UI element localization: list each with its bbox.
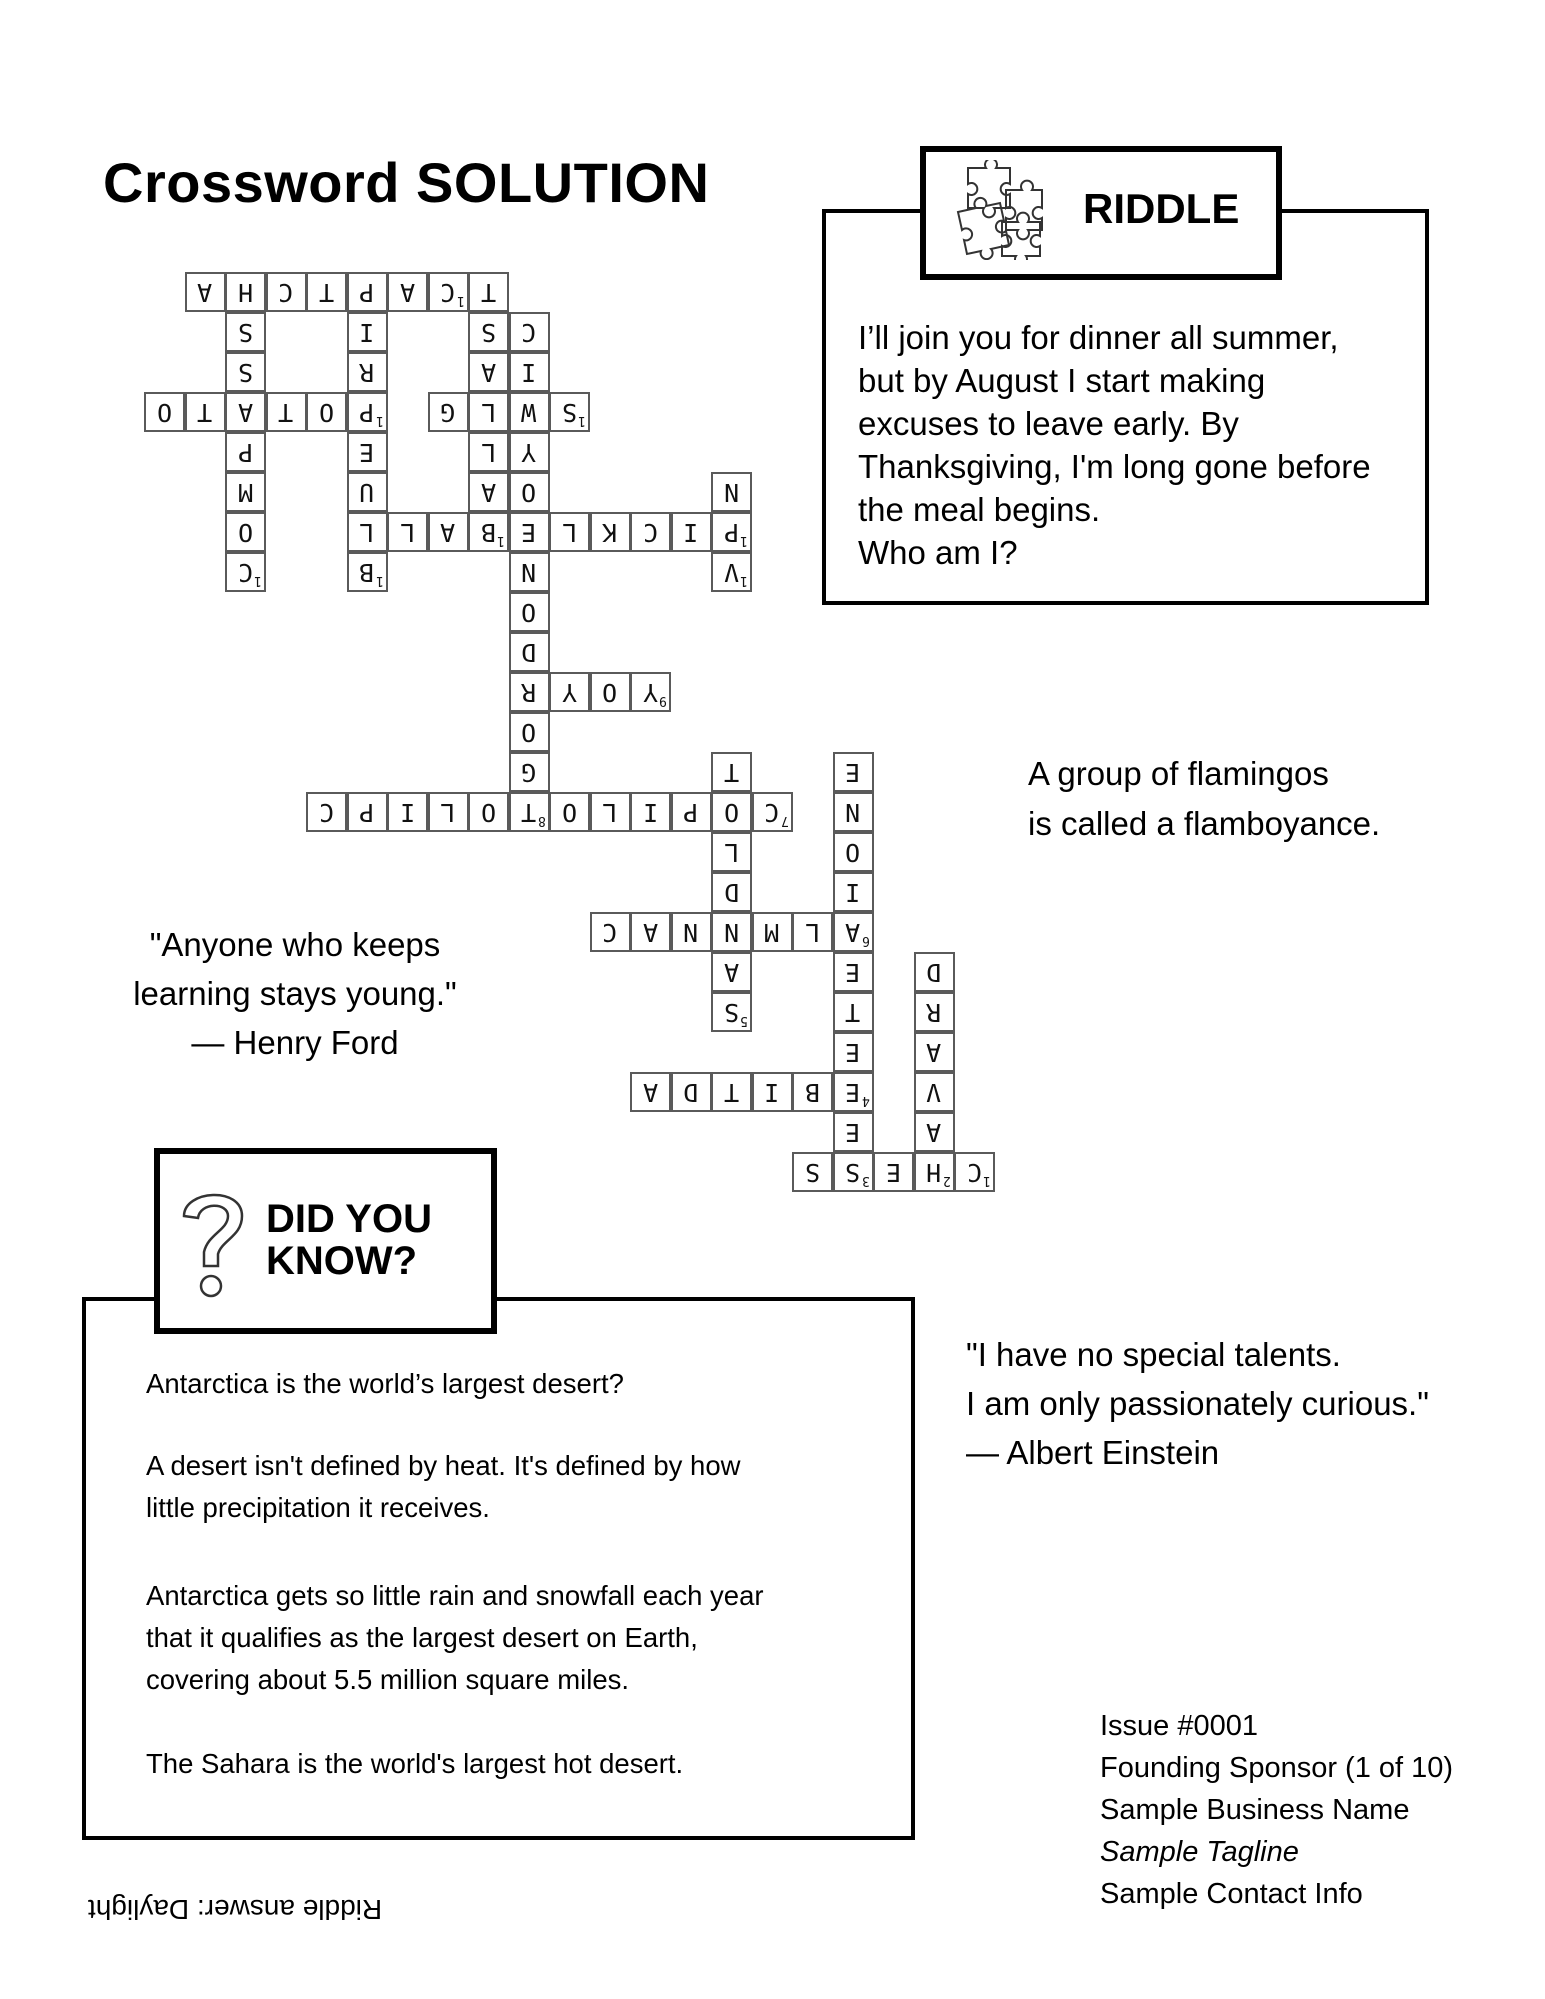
crossword-cell (225, 272, 266, 312)
crossword-cell (509, 352, 550, 392)
crossword-cell (711, 752, 752, 792)
fact-paragraph: The Sahara is the world's largest hot desert. (146, 1748, 684, 1779)
crossword-cell (266, 272, 307, 312)
cell-letter: A (723, 957, 740, 987)
crossword-cell (873, 1152, 914, 1192)
page-title: Crossword SOLUTION (103, 151, 710, 214)
crossword-cell (671, 792, 712, 832)
cell-letter: N (723, 917, 740, 947)
crossword-cell (185, 272, 226, 312)
cell-letter: V (723, 557, 740, 587)
riddle-text (858, 316, 1418, 574)
crossword-cell (509, 552, 550, 592)
crossword-cell (549, 512, 590, 552)
clue-number: 1 (578, 413, 586, 428)
clue-number: 1 (254, 573, 262, 588)
question-mark-icon (178, 1182, 248, 1302)
crossword-cell (833, 912, 874, 952)
crossword-cell (509, 592, 550, 632)
crossword-cell (387, 272, 428, 312)
did-you-know-heading (266, 1198, 432, 1282)
crossword-cell (711, 872, 752, 912)
quote-henry-ford (100, 920, 490, 1067)
crossword-cell (225, 352, 266, 392)
crossword-cell (509, 792, 550, 832)
cell-letter: T (723, 757, 740, 787)
cell-letter: C (237, 557, 254, 587)
clue-number: 1 (375, 413, 384, 428)
crossword-cell (225, 432, 266, 472)
crossword-cell (144, 392, 185, 432)
crossword-cell (509, 472, 550, 512)
clue-number: 9 (659, 693, 667, 708)
cell-letter: B (359, 557, 375, 587)
quote-line: "Anyone who keeps (149, 926, 441, 963)
cell-letter: P (359, 277, 375, 307)
cell-letter: G (521, 757, 537, 787)
business-tagline: Sample Tagline (1100, 1836, 1299, 1868)
crossword-cell (225, 552, 266, 592)
cell-letter: C (318, 797, 335, 827)
crossword-cell (630, 512, 671, 552)
cell-letter: T (723, 1077, 740, 1107)
crossword-cell (468, 512, 509, 552)
crossword-cell (468, 312, 509, 352)
riddle-line: excuses to leave early. By (858, 405, 1239, 442)
cell-letter: I (359, 317, 375, 347)
cell-letter: A (480, 477, 497, 507)
cell-letter: P (683, 797, 699, 827)
heading-line: DID YOU (266, 1197, 432, 1241)
crossword-cell (509, 672, 550, 712)
cell-letter: O (723, 797, 740, 827)
cell-letter: D (683, 1077, 699, 1107)
cell-letter: D (521, 637, 537, 667)
crossword-cell (833, 752, 874, 792)
cell-letter: E (521, 517, 537, 547)
fact-line: little precipitation it receives. (146, 1492, 490, 1523)
crossword-cell (711, 472, 752, 512)
quote-author: — Henry Ford (191, 1024, 399, 1061)
cell-letter: N (845, 797, 861, 827)
crossword-cell (509, 632, 550, 672)
crossword-cell (347, 312, 388, 352)
cell-letter: K (602, 517, 618, 547)
crossword-cell (387, 792, 428, 832)
crossword-cell (752, 912, 793, 952)
clue-number: 7 (780, 813, 789, 828)
crossword-cell (225, 472, 266, 512)
cell-letter: P (723, 517, 740, 547)
cell-letter: A (642, 1077, 659, 1107)
crossword-cell (711, 512, 752, 552)
crossword-cell (711, 952, 752, 992)
clue-number: 1 (456, 293, 465, 308)
cell-letter: E (845, 957, 861, 987)
crossword-cell (711, 912, 752, 952)
cell-letter: T (845, 997, 861, 1027)
cell-letter: C (764, 797, 780, 827)
crossword-cell (468, 352, 509, 392)
cell-letter: N (683, 917, 699, 947)
cell-letter: O (845, 837, 861, 867)
clue-number: 1 (497, 533, 505, 548)
crossword-cell (833, 1112, 874, 1152)
cell-letter: B (480, 517, 497, 547)
cell-letter: V (926, 1077, 942, 1107)
crossword-cell (347, 352, 388, 392)
riddle-line: the meal begins. (858, 491, 1101, 528)
cell-letter: E (885, 1157, 902, 1187)
cell-letter: A (480, 357, 497, 387)
cell-letter: O (237, 517, 254, 547)
crossword-cell (428, 792, 469, 832)
crossword-cell (347, 272, 388, 312)
cell-letter: A (642, 917, 659, 947)
crossword-cell (509, 432, 550, 472)
cell-letter: O (521, 597, 537, 627)
crossword-cell (833, 1032, 874, 1072)
cell-letter: E (845, 757, 861, 787)
cell-letter: T (521, 797, 537, 827)
crossword-cell (671, 512, 712, 552)
cell-letter: R (521, 677, 537, 707)
crossword-cell (347, 512, 388, 552)
crossword-cell (468, 392, 509, 432)
quote-line: "I have no special talents. (966, 1336, 1341, 1373)
crossword-cell (833, 872, 874, 912)
cell-letter: T (318, 277, 335, 307)
cell-letter: O (561, 797, 578, 827)
cell-letter: W (521, 397, 537, 427)
fact-line: Antarctica gets so little rain and snowfall each year (146, 1580, 764, 1611)
contact-info: Sample Contact Info (1100, 1878, 1363, 1910)
founding-sponsor: Founding Sponsor (1 of 10) (1100, 1752, 1454, 1784)
cell-letter: S (237, 317, 254, 347)
cell-letter: L (480, 437, 497, 467)
fact-line: covering about 5.5 million square miles. (146, 1664, 630, 1695)
crossword-cell (630, 1072, 671, 1112)
cell-letter: Y (561, 677, 578, 707)
did-you-know-text (146, 1363, 866, 1785)
crossword-cell (752, 792, 793, 832)
cell-letter: L (359, 517, 375, 547)
crossword-cell (549, 792, 590, 832)
crossword-cell (630, 792, 671, 832)
crossword-cell (590, 512, 631, 552)
cell-letter: C (521, 317, 537, 347)
cell-letter: N (723, 477, 740, 507)
cell-letter: E (359, 437, 375, 467)
crossword-cell (590, 792, 631, 832)
cell-letter: D (926, 957, 942, 987)
fun-fact-line: is called a flamboyance. (1028, 805, 1381, 842)
crossword-cell (833, 992, 874, 1032)
crossword-cell (428, 512, 469, 552)
crossword-cell (509, 312, 550, 352)
cell-letter: O (521, 717, 537, 747)
crossword-cell (914, 1072, 955, 1112)
cell-letter: A (845, 917, 861, 947)
cell-letter: L (723, 837, 740, 867)
crossword-cell (347, 432, 388, 472)
crossword-cell (428, 392, 469, 432)
crossword-cell (833, 952, 874, 992)
crossword-cell (347, 472, 388, 512)
crossword-cell (833, 832, 874, 872)
crossword-cell (914, 1152, 955, 1192)
cell-letter: Y (642, 677, 659, 707)
crossword-cell (468, 472, 509, 512)
cell-letter: O (521, 477, 537, 507)
fact-paragraph: Antarctica is the world’s largest desert? (146, 1368, 624, 1399)
crossword-cell (387, 512, 428, 552)
crossword-cell (711, 832, 752, 872)
riddle-line: Who am I? (858, 534, 1018, 571)
crossword-cell (185, 392, 226, 432)
crossword-cell (590, 912, 631, 952)
cell-letter: H (926, 1157, 942, 1187)
riddle-heading: RIDDLE (1083, 185, 1240, 232)
cell-letter: U (359, 477, 375, 507)
cell-letter: P (359, 397, 375, 427)
crossword-cell (225, 512, 266, 552)
crossword-cell (590, 672, 631, 712)
clue-number: 5 (740, 1013, 748, 1028)
cell-letter: S (237, 357, 254, 387)
cell-letter: G (440, 397, 456, 427)
cell-letter: A (926, 1037, 942, 1067)
crossword-cell (954, 1152, 995, 1192)
crossword-cell (347, 392, 388, 432)
cell-letter: O (602, 677, 618, 707)
quote-line: I am only passionately curious." (966, 1385, 1429, 1422)
cell-letter: D (723, 877, 740, 907)
crossword-cell (792, 1152, 833, 1192)
crossword-cell (671, 1072, 712, 1112)
cell-letter: I (521, 357, 537, 387)
crossword-cell (549, 392, 590, 432)
cell-letter: A (237, 397, 254, 427)
cell-letter: P (359, 797, 375, 827)
sponsor-info (1100, 1705, 1453, 1915)
cell-letter: I (642, 797, 659, 827)
cell-letter: L (561, 517, 578, 547)
cell-letter: L (480, 397, 497, 427)
cell-letter: I (764, 1077, 780, 1107)
cell-letter: L (602, 797, 618, 827)
cell-letter: E (845, 1037, 861, 1067)
fact-line: that it qualifies as the largest desert on Earth, (146, 1622, 698, 1653)
cell-letter: N (521, 557, 537, 587)
cell-letter: S (480, 317, 497, 347)
cell-letter: O (318, 397, 335, 427)
crossword-cell (630, 912, 671, 952)
crossword-cell (468, 432, 509, 472)
crossword-cell (833, 1072, 874, 1112)
crossword-cell (266, 392, 307, 432)
cell-letter: A (197, 277, 213, 307)
quote-albert-einstein (966, 1330, 1429, 1477)
crossword-cell (509, 712, 550, 752)
cell-letter: A (399, 277, 416, 307)
crossword-cell (914, 992, 955, 1032)
riddle-answer: Riddle answer: Daylight (88, 1894, 383, 1925)
cell-letter: A (926, 1117, 942, 1147)
riddle-line: but by August I start making (858, 362, 1266, 399)
cell-letter: R (926, 997, 942, 1027)
heading-line: KNOW? (266, 1239, 418, 1283)
clue-number: 1 (740, 573, 748, 588)
cell-letter: H (237, 277, 254, 307)
crossword-cell (225, 312, 266, 352)
crossword-cell (792, 1072, 833, 1112)
cell-letter: O (156, 397, 173, 427)
clue-number: 3 (861, 1173, 870, 1188)
fun-fact-line: A group of flamingos (1028, 755, 1329, 792)
crossword-cell (347, 552, 388, 592)
cell-letter: C (602, 917, 618, 947)
cell-letter: O (480, 797, 497, 827)
cell-letter: L (399, 517, 416, 547)
crossword-cell (306, 272, 347, 312)
business-name: Sample Business Name (1100, 1794, 1410, 1826)
crossword-cell (225, 392, 266, 432)
crossword-cell (711, 1072, 752, 1112)
cell-letter: B (804, 1077, 821, 1107)
crossword-cell (428, 272, 469, 312)
clue-number: 8 (537, 813, 546, 828)
crossword-cell (671, 912, 712, 952)
crossword-cell (509, 392, 550, 432)
fact-line: A desert isn't defined by heat. It's defined by how (146, 1450, 741, 1481)
fun-fact (1028, 749, 1380, 849)
cell-letter: S (804, 1157, 821, 1187)
crossword-cell (914, 952, 955, 992)
cell-letter: S (561, 397, 578, 427)
crossword-cell (792, 912, 833, 952)
cell-letter: A (440, 517, 456, 547)
cell-letter: C (278, 277, 294, 307)
crossword-cell (833, 792, 874, 832)
crossword-cell (752, 1072, 793, 1112)
cell-letter: S (723, 997, 740, 1027)
crossword-cell (306, 792, 347, 832)
puzzle-pieces-icon (948, 160, 1048, 260)
crossword-cell (509, 752, 550, 792)
cell-letter: I (683, 517, 699, 547)
clue-number: 1 (983, 1173, 991, 1188)
cell-letter: T (480, 277, 497, 307)
cell-letter: T (278, 397, 294, 427)
cell-letter: M (237, 477, 254, 507)
clue-number: 1 (740, 533, 748, 548)
riddle-line: I’ll join you for dinner all summer, (858, 319, 1339, 356)
quote-line: learning stays young." (133, 975, 457, 1012)
crossword-cell (347, 792, 388, 832)
cell-letter: R (359, 357, 375, 387)
crossword-cell (549, 672, 590, 712)
quote-author: — Albert Einstein (966, 1434, 1220, 1471)
clue-number: 2 (942, 1173, 951, 1188)
issue-number: Issue #0001 (1100, 1710, 1259, 1742)
crossword-cell (914, 1032, 955, 1072)
crossword-cell (306, 392, 347, 432)
crossword-cell (630, 672, 671, 712)
riddle-line: Thanksgiving, I'm long gone before (858, 448, 1371, 485)
cell-letter: S (845, 1157, 861, 1187)
clue-number: 6 (861, 933, 870, 948)
cell-letter: P (237, 437, 254, 467)
cell-letter: L (804, 917, 821, 947)
cell-letter: I (399, 797, 416, 827)
cell-letter: Y (521, 437, 537, 467)
crossword-cell (711, 992, 752, 1032)
cell-letter: C (966, 1157, 983, 1187)
clue-number: 4 (861, 1093, 870, 1108)
cell-letter: M (764, 917, 780, 947)
cell-letter: C (642, 517, 659, 547)
cell-letter: E (845, 1077, 861, 1107)
cell-letter: T (197, 397, 213, 427)
crossword-cell (711, 552, 752, 592)
crossword-cell (468, 792, 509, 832)
crossword-cell (914, 1112, 955, 1152)
crossword-cell (509, 512, 550, 552)
crossword-cell (711, 792, 752, 832)
cell-letter: I (845, 877, 861, 907)
cell-letter: C (440, 277, 456, 307)
cell-letter: L (440, 797, 456, 827)
clue-number: 1 (375, 573, 384, 588)
cell-letter: E (845, 1117, 861, 1147)
crossword-cell (468, 272, 509, 312)
crossword-cell (833, 1152, 874, 1192)
